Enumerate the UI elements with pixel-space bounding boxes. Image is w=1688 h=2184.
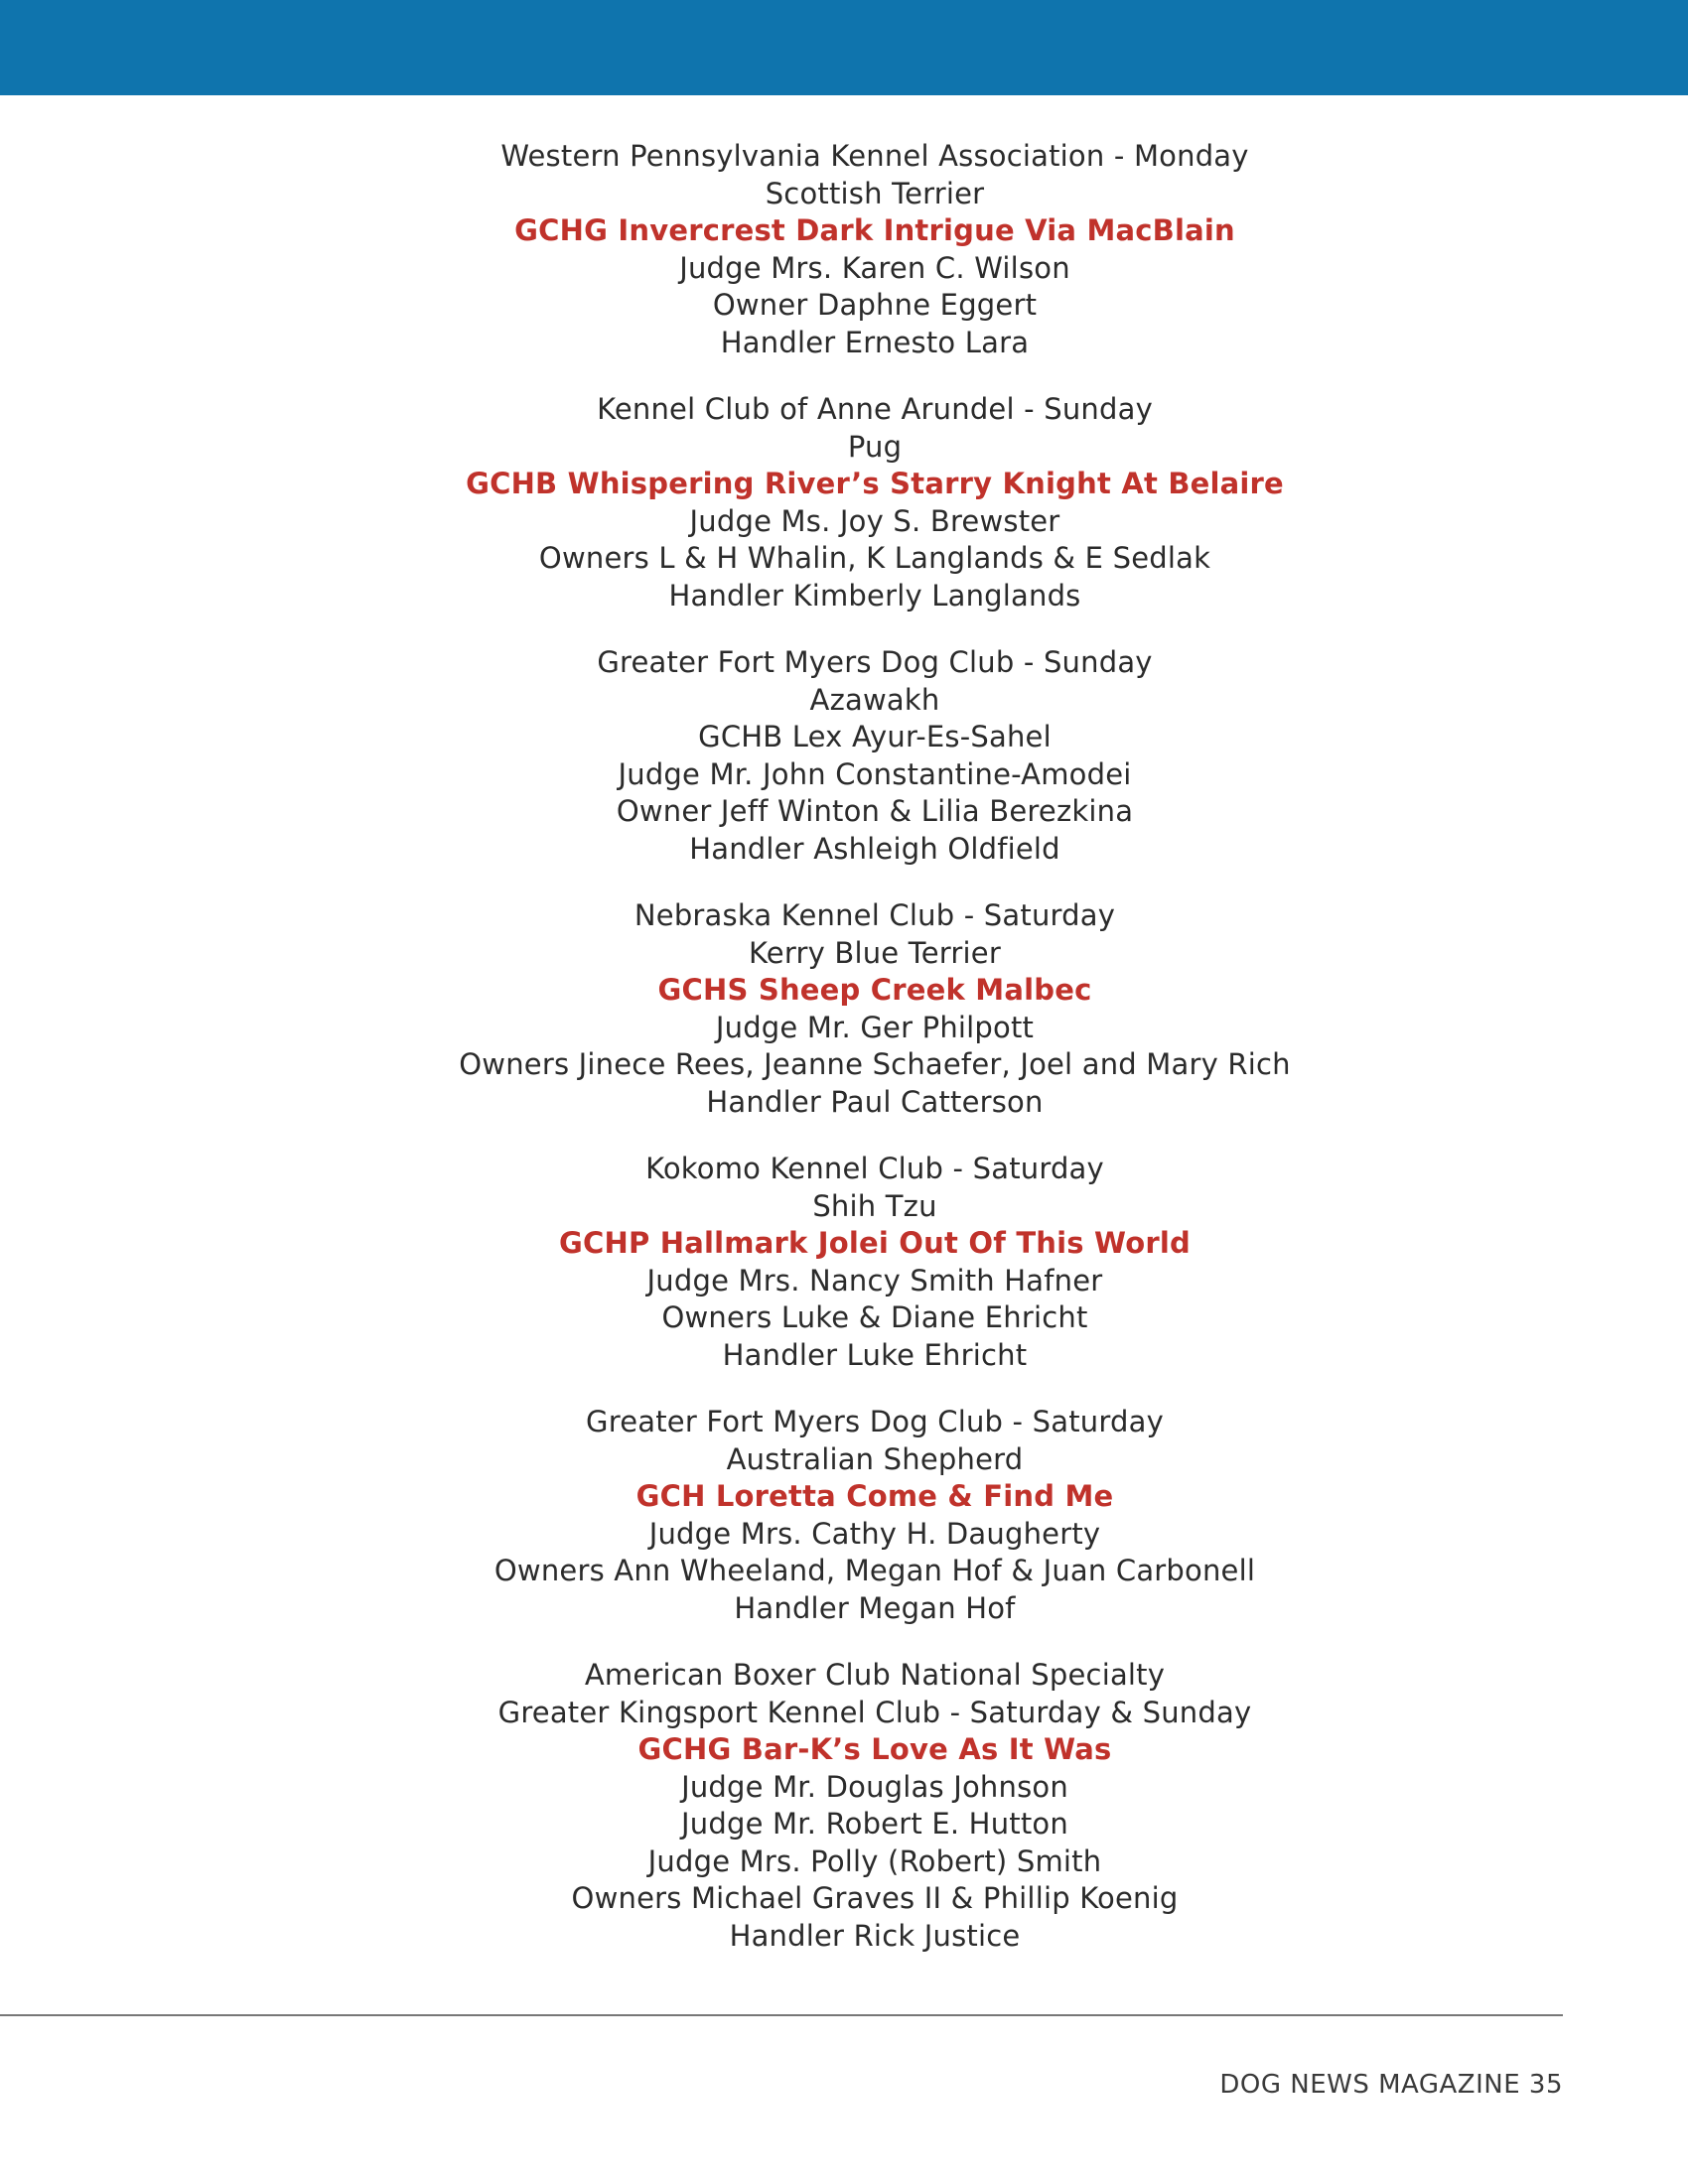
entry-line: Owner Daphne Eggert xyxy=(712,288,1038,322)
entry-line: Nebraska Kennel Club - Saturday xyxy=(633,898,1116,932)
entry-line: Handler Luke Ehricht xyxy=(722,1337,1028,1372)
result-entry xyxy=(0,644,1688,868)
winner-name: GCH Loretta Come & Find Me xyxy=(635,1479,1114,1513)
entry-line: Owners Jinece Rees, Jeanne Schaefer, Joel and Mary Rich xyxy=(459,1047,1291,1081)
results-list xyxy=(0,138,1688,1984)
entry-line: Kennel Club of Anne Arundel - Sunday xyxy=(597,392,1153,426)
result-entry xyxy=(0,391,1688,614)
entry-line: GCHB Lex Ayur-Es-Sahel xyxy=(698,720,1052,753)
entry-line: Kokomo Kennel Club - Saturday xyxy=(645,1152,1104,1185)
winner-name: GCHP Hallmark Jolei Out Of This World xyxy=(559,1226,1191,1260)
entry-line: Western Pennsylvania Kennel Association - Monday xyxy=(500,139,1249,173)
entry-line: Owners Michael Graves II & Phillip Koenig xyxy=(571,1881,1179,1915)
entry-line: Handler Ernesto Lara xyxy=(720,325,1030,359)
entry-line: Judge Mr. Ger Philpott xyxy=(715,1010,1035,1044)
result-entry xyxy=(0,1151,1688,1374)
winner-name: GCHB Whispering River’s Starry Knight At Belaire xyxy=(466,467,1284,500)
result-entry xyxy=(0,1657,1688,1955)
entry-line: Greater Fort Myers Dog Club - Saturday xyxy=(586,1405,1164,1438)
entry-line: Judge Ms. Joy S. Brewster xyxy=(689,503,1060,538)
entry-line: Azawakh xyxy=(809,682,940,717)
winner-name: GCHS Sheep Creek Malbec xyxy=(657,973,1092,1007)
entry-line: American Boxer Club National Specialty xyxy=(584,1658,1166,1692)
entry-line: Owners Luke & Diane Ehricht xyxy=(661,1300,1088,1334)
entry-line: Shih Tzu xyxy=(812,1188,937,1223)
entry-line: Owner Jeff Winton & Lilia Berezkina xyxy=(616,794,1134,828)
entry-line: Pug xyxy=(847,429,903,464)
entry-line: Judge Mrs. Cathy H. Daugherty xyxy=(648,1516,1101,1551)
entry-line: Greater Kingsport Kennel Club - Saturday & Sunday xyxy=(497,1695,1252,1729)
entry-line: Owners Ann Wheeland, Megan Hof & Juan Carbonell xyxy=(493,1554,1256,1587)
result-entry xyxy=(0,138,1688,361)
entry-line: Judge Mrs. Karen C. Wilson xyxy=(679,250,1070,285)
entry-line: Handler Kimberly Langlands xyxy=(668,578,1081,613)
entry-line: Judge Mrs. Nancy Smith Hafner xyxy=(646,1263,1103,1297)
entry-line: Handler Ashleigh Oldfield xyxy=(689,831,1060,866)
page-footer: DOG NEWS MAGAZINE 35 xyxy=(1219,2070,1563,2100)
entry-line: Judge Mr. John Constantine-Amodei xyxy=(618,756,1132,791)
entry-line: Australian Shepherd xyxy=(726,1441,1024,1476)
entry-line: Handler Megan Hof xyxy=(734,1590,1016,1625)
entry-line: Kerry Blue Terrier xyxy=(749,935,1001,970)
entry-line: Handler Paul Catterson xyxy=(706,1084,1044,1119)
entry-line: Owners L & H Whalin, K Langlands & E Sedlak xyxy=(538,541,1211,575)
footer-divider xyxy=(0,2014,1563,2016)
result-entry xyxy=(0,897,1688,1121)
header-color-band xyxy=(0,0,1688,95)
winner-name: GCHG Invercrest Dark Intrigue Via MacBlain xyxy=(514,213,1235,247)
entry-line: Judge Mr. Douglas Johnson xyxy=(681,1769,1068,1804)
entry-line: Judge Mrs. Polly (Robert) Smith xyxy=(647,1843,1102,1878)
entry-line: Handler Rick Justice xyxy=(729,1918,1021,1953)
result-entry xyxy=(0,1404,1688,1627)
entry-line: Greater Fort Myers Dog Club - Sunday xyxy=(597,645,1153,679)
winner-name: GCHG Bar-K’s Love As It Was xyxy=(637,1732,1112,1766)
entry-line: Scottish Terrier xyxy=(765,176,985,210)
entry-line: Judge Mr. Robert E. Hutton xyxy=(681,1807,1068,1841)
